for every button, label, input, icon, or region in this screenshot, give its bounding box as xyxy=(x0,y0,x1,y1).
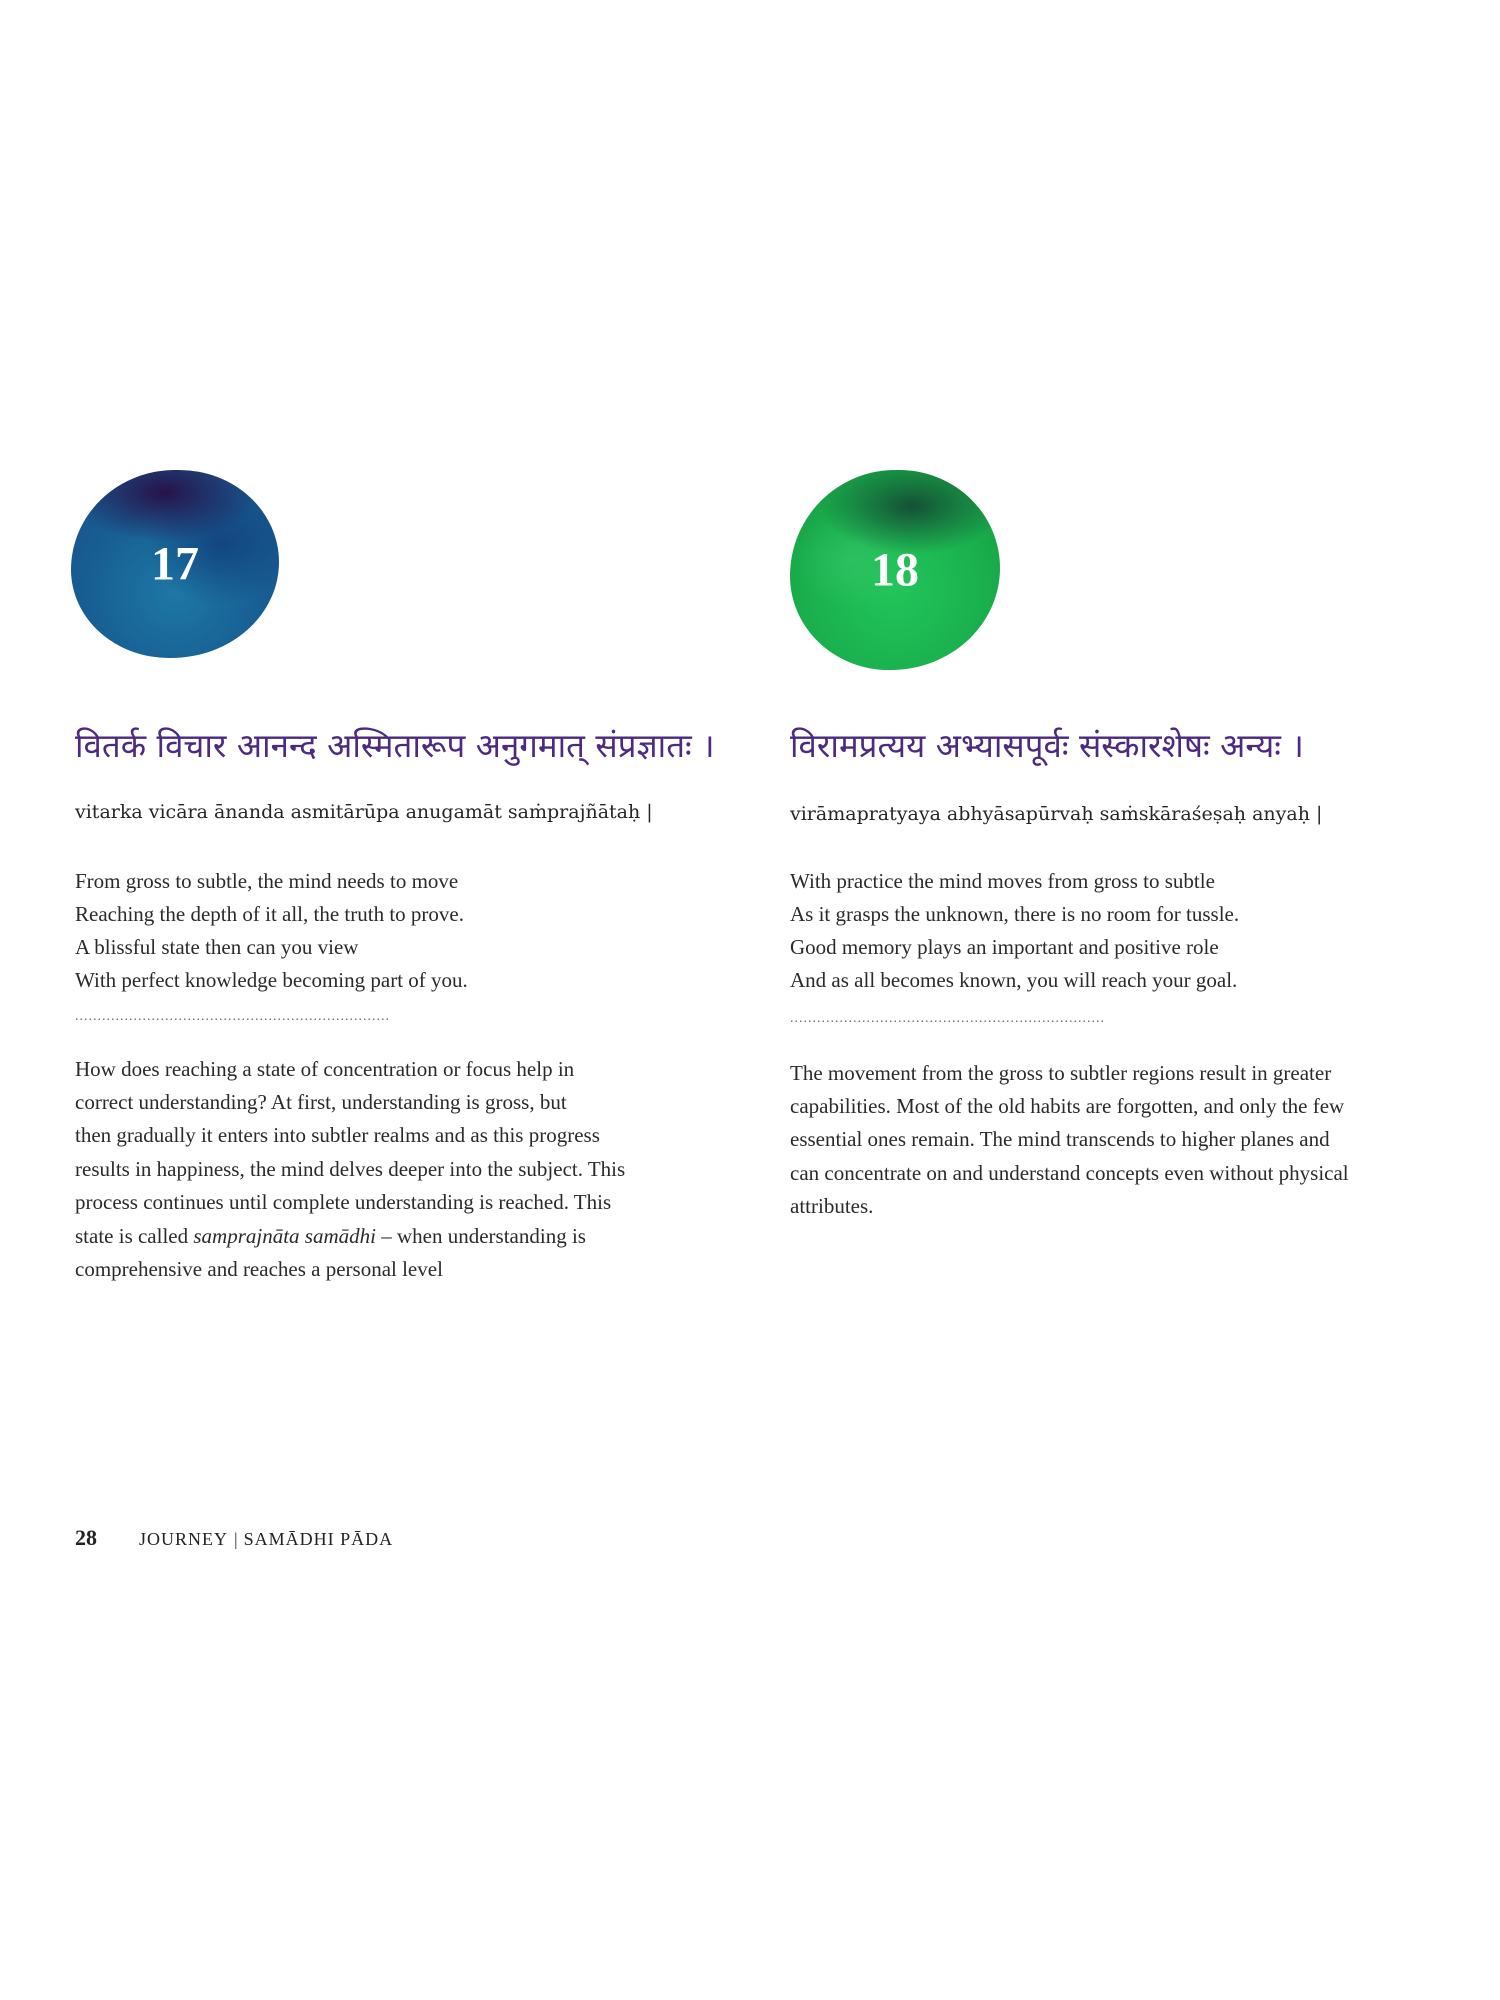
running-head-separator: | xyxy=(234,1529,238,1549)
sutra-commentary xyxy=(75,1053,735,1287)
page-footer xyxy=(75,1525,393,1551)
sutra-transliteration: virāmapratyaya abhyāsapūrvaḥ saṁskāraśeṣaḥ anyaḥ | xyxy=(790,802,1323,825)
poem-line: A blissful state then can you view xyxy=(75,934,359,959)
sutra-number-badge xyxy=(790,470,1000,670)
sanskrit-term: samprajnāta samādhi xyxy=(193,1223,376,1248)
poem-line: As it grasps the unknown, there is no room for tussle. xyxy=(790,901,1240,926)
page-number: 28 xyxy=(75,1525,97,1550)
running-head-section: JOURNEY xyxy=(139,1529,229,1549)
poem-line: Good memory plays an important and positive role xyxy=(790,934,1219,959)
running-head-chapter: SAMĀDHI PĀDA xyxy=(243,1529,394,1549)
poem-line: With practice the mind moves from gross to subtle xyxy=(790,868,1215,893)
sutra-17-section xyxy=(75,470,735,1286)
sutra-poem xyxy=(790,865,1450,997)
commentary-line: attributes. xyxy=(790,1194,874,1219)
commentary-line: comprehensive and reaches a personal level xyxy=(75,1256,443,1281)
poem-line: And as all becomes known, you will reach your goal. xyxy=(790,967,1238,992)
sutra-18-section xyxy=(790,470,1450,1224)
commentary-line: The movement from the gross to subtler regions result in greater xyxy=(790,1060,1332,1085)
commentary-line: capabilities. Most of the old habits are forgotten, and only the few xyxy=(790,1094,1345,1119)
poem-line: Reaching the depth of it all, the truth to prove. xyxy=(75,901,464,926)
sutra-number-badge xyxy=(71,470,279,658)
commentary-text: – when understanding is xyxy=(375,1223,586,1248)
sutra-devanagari: वितर्क विचार आनन्द अस्मितारूप अनुगमात् संप्रज्ञातः । xyxy=(75,726,715,765)
dotted-divider: ...................................................................... xyxy=(790,1010,1105,1026)
sutra-commentary xyxy=(790,1057,1450,1224)
commentary-line: can concentrate on and understand concepts even without physical xyxy=(790,1160,1349,1185)
sutra-transliteration: vitarka vicāra ānanda asmitārūpa anugamāt saṁprajñātaḥ | xyxy=(75,800,653,823)
commentary-line: How does reaching a state of concentration or focus help in xyxy=(75,1056,575,1081)
poem-line: With perfect knowledge becoming part of you. xyxy=(75,967,468,992)
commentary-line: then gradually it enters into subtler realms and as this progress xyxy=(75,1123,600,1148)
commentary-line: process continues until complete understanding is reached. This xyxy=(75,1190,612,1215)
sutra-number: 18 xyxy=(871,543,919,597)
commentary-line: results in happiness, the mind delves deeper into the subject. This xyxy=(75,1156,626,1181)
commentary-line xyxy=(75,1220,735,1253)
sutra-poem xyxy=(75,865,735,997)
dotted-divider: ...................................................................... xyxy=(75,1008,390,1024)
commentary-text: state is called xyxy=(75,1223,194,1248)
commentary-line: correct understanding? At first, understanding is gross, but xyxy=(75,1090,567,1115)
poem-line: From gross to subtle, the mind needs to move xyxy=(75,868,459,893)
sutra-devanagari: विरामप्रत्यय अभ्यासपूर्वः संस्कारशेषः अन्यः । xyxy=(790,726,1304,765)
sutra-number: 17 xyxy=(151,537,199,591)
commentary-line: essential ones remain. The mind transcends to higher planes and xyxy=(790,1127,1330,1152)
